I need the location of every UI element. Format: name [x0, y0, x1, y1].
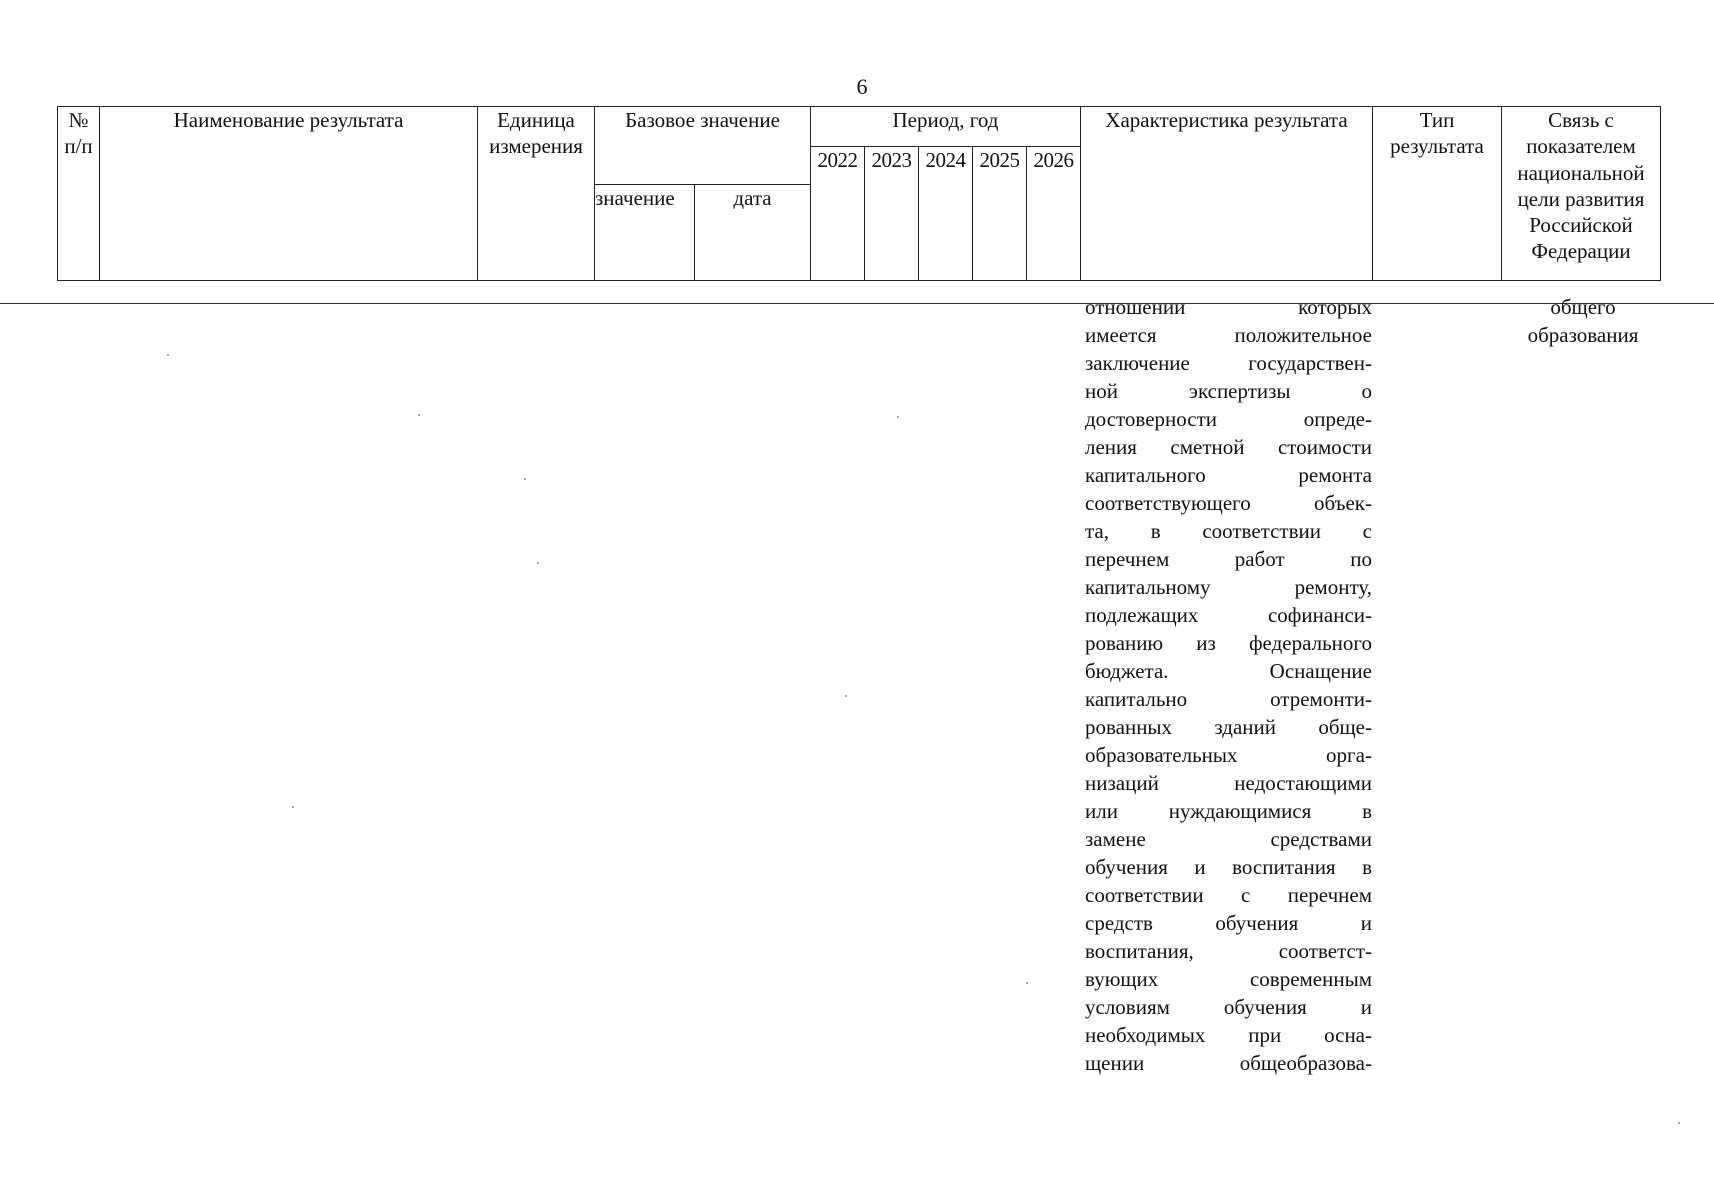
- scan-speck: [1026, 982, 1028, 984]
- scan-speck: [897, 416, 899, 418]
- scan-speck: [1678, 1122, 1680, 1124]
- header-no: № п/п: [58, 107, 100, 281]
- characteristic-line: капитального ремонта: [1085, 463, 1372, 487]
- characteristic-line: капитальному ремонту,: [1085, 575, 1372, 599]
- characteristic-continuation: [1085, 293, 1372, 1077]
- characteristic-line: ной экспертизы о: [1085, 379, 1372, 403]
- characteristic-line: средств обучения и: [1085, 911, 1372, 935]
- link-line: образования: [1527, 323, 1639, 347]
- header-name: Наименование результата: [100, 107, 478, 281]
- header-base-date: дата: [695, 185, 811, 281]
- characteristic-line: перечнем работ по: [1085, 547, 1372, 571]
- characteristic-line: вующих современным: [1085, 967, 1372, 991]
- scan-speck: [524, 478, 526, 480]
- scan-speck: [292, 806, 294, 808]
- characteristic-line: необходимых при осна-: [1085, 1023, 1372, 1047]
- header-unit: Единица измерения: [478, 107, 595, 281]
- header-year-2025: 2025: [973, 147, 1027, 281]
- characteristic-line: условиям обучения и: [1085, 995, 1372, 1019]
- header-link: Связь с показателем национальной цели развития Российской Федерации: [1502, 107, 1661, 281]
- characteristic-line: щении общеобразова-: [1085, 1051, 1372, 1075]
- characteristic-line: имеется положительное: [1085, 323, 1372, 347]
- characteristic-line: ления сметной стоимости: [1085, 435, 1372, 459]
- scan-speck: [845, 695, 847, 697]
- characteristic-line: низаций недостающими: [1085, 771, 1372, 795]
- characteristic-line: рованию из федерального: [1085, 631, 1372, 655]
- characteristic-line: заключение государствен-: [1085, 351, 1372, 375]
- header-characteristic: Характеристика результата: [1081, 107, 1373, 281]
- characteristic-line: бюджета. Оснащение: [1085, 659, 1372, 683]
- header-year-2023: 2023: [865, 147, 919, 281]
- characteristic-line: замене средствами: [1085, 827, 1372, 851]
- scan-speck: [167, 354, 169, 356]
- header-base-value: значение: [595, 185, 695, 281]
- characteristic-line: рованных зданий обще-: [1085, 715, 1372, 739]
- scan-speck: [418, 414, 420, 416]
- characteristic-line: достоверности опреде-: [1085, 407, 1372, 431]
- header-year-2026: 2026: [1027, 147, 1081, 281]
- header-type: Тип результата: [1373, 107, 1502, 281]
- characteristic-line: обучения и воспитания в: [1085, 855, 1372, 879]
- characteristic-line: или нуждающимися в: [1085, 799, 1372, 823]
- characteristic-line: капитально отремонти-: [1085, 687, 1372, 711]
- header-year-2022: 2022: [811, 147, 865, 281]
- link-line: общего: [1550, 295, 1616, 319]
- characteristic-line: воспитания, соответст-: [1085, 939, 1372, 963]
- link-continuation: [1503, 293, 1663, 349]
- characteristic-line: та, в соответствии с: [1085, 519, 1372, 543]
- characteristic-line: соответствующего объек-: [1085, 491, 1372, 515]
- scan-speck: [537, 562, 539, 564]
- characteristic-line: подлежащих софинанси-: [1085, 603, 1372, 627]
- characteristic-line: образовательных орга-: [1085, 743, 1372, 767]
- header-period: Период, год: [811, 107, 1081, 147]
- header-year-2024: 2024: [919, 147, 973, 281]
- page-number: 6: [856, 74, 868, 99]
- header-table: [57, 106, 1661, 281]
- continuation-rule: [0, 303, 1714, 304]
- characteristic-line: соответствии с перечнем: [1085, 883, 1372, 907]
- characteristic-line: отношении которых: [1085, 295, 1372, 319]
- header-base: Базовое значение: [595, 107, 811, 185]
